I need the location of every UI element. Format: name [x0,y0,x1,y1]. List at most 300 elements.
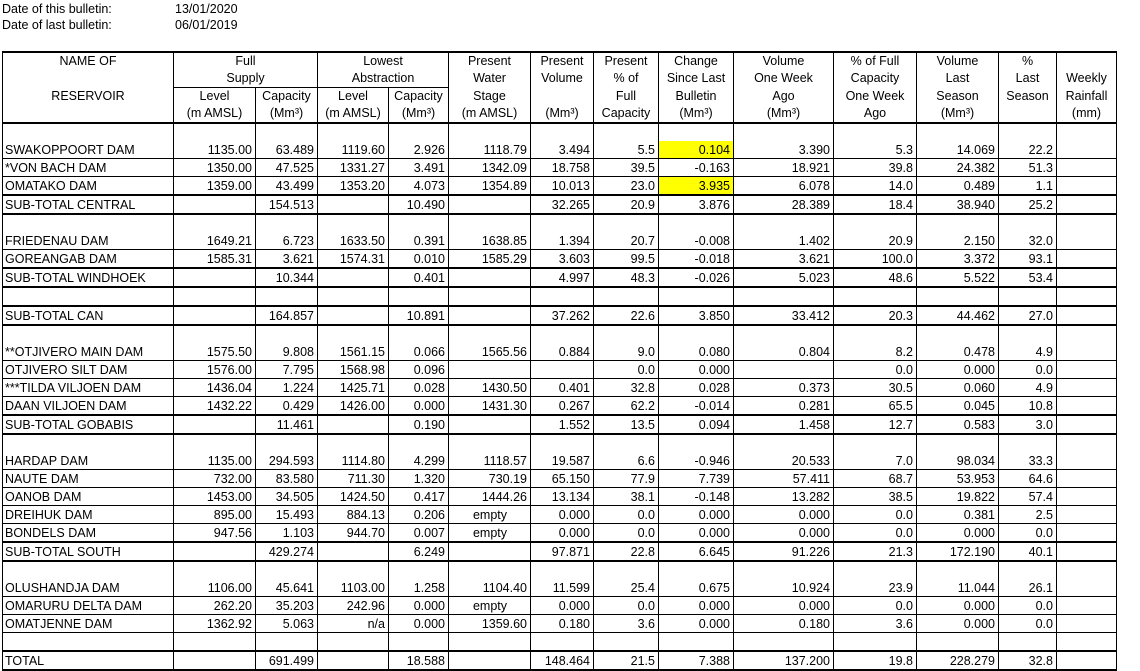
present-percent-cell: 3.6 [594,615,659,633]
spacer-cell [594,434,659,452]
lowest-capacity-cell: 0.000 [389,397,449,416]
last-bulletin-date: 06/01/2019 [175,18,238,32]
present-water-stage-cell [449,361,531,379]
reservoir-name-cell: DREIHUK DAM [3,506,174,524]
present-percent-cell: 0.0 [594,524,659,543]
present-percent-cell: 21.5 [594,651,659,670]
full-level-cell: 1436.04 [174,379,256,397]
spacer-cell [734,123,834,141]
percent-last-season-cell: 4.9 [999,379,1057,397]
present-volume-cell: 10.013 [531,177,594,196]
reservoir-name-cell: FRIEDENAU DAM [3,232,174,250]
header-pv-2: Volume [531,70,594,88]
spacer-cell [594,287,659,306]
lowest-capacity-cell: 0.096 [389,361,449,379]
reservoir-name-cell: BONDELS DAM [3,524,174,543]
full-level-cell: 1649.21 [174,232,256,250]
full-level-cell: 1576.00 [174,361,256,379]
header-pls-1: % [999,52,1057,70]
present-volume-cell: 0.000 [531,524,594,543]
weekly-rainfall-cell [1057,415,1117,434]
weekly-rainfall-cell [1057,524,1117,543]
lowest-capacity-cell: 18.588 [389,651,449,670]
weekly-rainfall-cell [1057,488,1117,506]
header-lowest-level: Level [318,88,389,106]
present-water-stage-cell: 1104.40 [449,579,531,597]
percent-week-ago-cell: 14.0 [834,177,917,196]
present-percent-cell: 38.1 [594,488,659,506]
table-row [3,470,1117,488]
volume-last-season-cell: 0.583 [917,415,999,434]
reservoir-name-cell: OMATJENNE DAM [3,615,174,633]
lowest-level-cell [318,268,389,287]
full-capacity-cell: 5.063 [256,615,318,633]
full-level-cell: 1453.00 [174,488,256,506]
spacer-cell [594,214,659,232]
percent-week-ago-cell: 68.7 [834,470,917,488]
spacer-cell [3,123,174,141]
present-water-stage-cell: 1444.26 [449,488,531,506]
percent-last-season-cell: 1.1 [999,177,1057,196]
spacer-row [3,561,1117,579]
header-lowest-2: Abstraction [318,70,449,88]
percent-last-season-cell: 0.0 [999,597,1057,615]
spacer-cell [174,287,256,306]
spacer-cell [917,561,999,579]
full-level-cell [174,268,256,287]
present-volume-cell: 0.000 [531,597,594,615]
reservoir-name-cell: SWAKOPPOORT DAM [3,141,174,159]
spacer-cell [174,561,256,579]
volume-last-season-cell: 0.000 [917,615,999,633]
volume-week-ago-cell: 33.412 [734,306,834,325]
present-percent-cell: 20.7 [594,232,659,250]
weekly-rainfall-cell [1057,343,1117,361]
lowest-level-cell: 1424.50 [318,488,389,506]
spacer-cell [389,214,449,232]
subtotal-row [3,268,1117,287]
percent-week-ago-cell: 19.8 [834,651,917,670]
weekly-rainfall-cell [1057,195,1117,214]
spacer-cell [449,287,531,306]
change-since-last-cell: 0.080 [659,343,734,361]
table-row [3,159,1117,177]
percent-week-ago-cell: 0.0 [834,361,917,379]
this-bulletin-date: 13/01/2020 [175,2,238,16]
volume-week-ago-cell: 6.078 [734,177,834,196]
spacer-cell [318,287,389,306]
volume-last-season-cell: 0.000 [917,361,999,379]
lowest-capacity-cell: 0.401 [389,268,449,287]
volume-last-season-cell: 0.000 [917,524,999,543]
percent-week-ago-cell: 20.3 [834,306,917,325]
full-capacity-cell: 3.621 [256,250,318,269]
full-level-cell [174,415,256,434]
full-level-cell: 1575.50 [174,343,256,361]
spacer-cell [1057,214,1117,232]
full-level-cell: 1585.31 [174,250,256,269]
volume-last-season-cell: 11.044 [917,579,999,597]
header-pc-3: Full [594,88,659,106]
lowest-level-cell: 1353.20 [318,177,389,196]
table-row [3,597,1117,615]
last-bulletin-row [2,17,238,33]
spacer-cell [834,325,917,343]
spacer-cell [834,434,917,452]
subtotal-row [3,542,1117,561]
table-body [3,123,1117,670]
reservoir-name-cell: HARDAP DAM [3,452,174,470]
table-row [3,506,1117,524]
present-water-stage-cell: 1354.89 [449,177,531,196]
percent-last-season-cell: 0.0 [999,524,1057,543]
header-pv-blank [531,88,594,106]
spacer-cell [389,123,449,141]
header-pls-2: Last [999,70,1057,88]
present-percent-cell: 13.5 [594,415,659,434]
table-row [3,250,1117,269]
volume-week-ago-cell: 91.226 [734,542,834,561]
change-since-last-cell: -0.008 [659,232,734,250]
volume-week-ago-cell: 13.282 [734,488,834,506]
reservoir-name-cell: TOTAL [3,651,174,670]
table-row [3,579,1117,597]
spacer-cell [659,633,734,652]
spacer-cell [174,123,256,141]
spacer-row [3,434,1117,452]
change-since-last-cell: 0.000 [659,615,734,633]
present-water-stage-cell: 1430.50 [449,379,531,397]
lowest-level-cell: 1103.00 [318,579,389,597]
full-capacity-cell: 63.489 [256,141,318,159]
full-capacity-cell: 691.499 [256,651,318,670]
full-capacity-cell: 7.795 [256,361,318,379]
lowest-level-cell [318,651,389,670]
header-ch-3: Bulletin [659,88,734,106]
present-water-stage-cell: 1118.79 [449,141,531,159]
percent-week-ago-cell: 0.0 [834,597,917,615]
full-capacity-cell: 1.103 [256,524,318,543]
volume-week-ago-cell: 28.389 [734,195,834,214]
spacer-cell [389,434,449,452]
lowest-level-cell: 1114.80 [318,452,389,470]
present-percent-cell: 20.9 [594,195,659,214]
present-percent-cell: 0.0 [594,361,659,379]
spacer-cell [449,214,531,232]
lowest-capacity-cell: 0.206 [389,506,449,524]
spacer-cell [999,287,1057,306]
spacer-cell [734,214,834,232]
percent-week-ago-cell: 38.5 [834,488,917,506]
header-full-capacity-unit: (Mm³) [256,105,318,123]
reservoir-name-cell: NAUTE DAM [3,470,174,488]
spacer-cell [3,434,174,452]
lowest-capacity-cell: 1.320 [389,470,449,488]
volume-last-season-cell: 0.000 [917,597,999,615]
reservoir-name-cell: DAAN VILJOEN DAM [3,397,174,416]
present-water-stage-cell [449,195,531,214]
spacer-cell [659,561,734,579]
table-row [3,379,1117,397]
reservoir-name-cell: OTJIVERO SILT DAM [3,361,174,379]
full-level-cell [174,542,256,561]
lowest-level-cell: 1331.27 [318,159,389,177]
reservoir-name-cell: *VON BACH DAM [3,159,174,177]
volume-week-ago-cell: 0.804 [734,343,834,361]
spacer-cell [999,214,1057,232]
volume-last-season-cell: 0.045 [917,397,999,416]
header-pws-unit: (m AMSL) [449,105,531,123]
reservoir-name-cell: SUB-TOTAL CENTRAL [3,195,174,214]
lowest-capacity-cell: 0.007 [389,524,449,543]
subtotal-row [3,651,1117,670]
full-capacity-cell: 10.344 [256,268,318,287]
lowest-capacity-cell: 0.000 [389,615,449,633]
table-row [3,343,1117,361]
volume-last-season-cell: 172.190 [917,542,999,561]
this-bulletin-label: Date of this bulletin: [2,2,112,16]
change-since-last-cell: -0.026 [659,268,734,287]
weekly-rainfall-cell [1057,506,1117,524]
volume-week-ago-cell [734,361,834,379]
header-wr-2: Rainfall [1057,88,1117,106]
lowest-capacity-cell: 10.891 [389,306,449,325]
spacer-cell [449,434,531,452]
spacer-cell [734,434,834,452]
table-header [3,52,1117,123]
percent-week-ago-cell: 65.5 [834,397,917,416]
percent-last-season-cell: 2.5 [999,506,1057,524]
percent-last-season-cell: 26.1 [999,579,1057,597]
volume-week-ago-cell: 1.402 [734,232,834,250]
reservoir-name-cell: OMATAKO DAM [3,177,174,196]
spacer-cell [594,633,659,652]
table-row [3,452,1117,470]
spacer-cell [174,434,256,452]
present-volume-cell [531,361,594,379]
percent-last-season-cell: 25.2 [999,195,1057,214]
spacer-cell [917,434,999,452]
volume-week-ago-cell: 3.390 [734,141,834,159]
spacer-row [3,287,1117,306]
header-vw-unit: (Mm³) [734,105,834,123]
present-percent-cell: 48.3 [594,268,659,287]
header-full-1: Full [174,52,318,70]
lowest-capacity-cell: 6.249 [389,542,449,561]
present-volume-cell: 37.262 [531,306,594,325]
full-level-cell [174,195,256,214]
change-since-last-cell: 0.000 [659,524,734,543]
spacer-row [3,214,1117,232]
reservoir-name-cell: **OTJIVERO MAIN DAM [3,343,174,361]
full-level-cell: 1350.00 [174,159,256,177]
weekly-rainfall-cell [1057,361,1117,379]
lowest-level-cell: 884.13 [318,506,389,524]
header-ch-2: Since Last [659,70,734,88]
percent-week-ago-cell: 100.0 [834,250,917,269]
lowest-level-cell [318,306,389,325]
spacer-cell [3,214,174,232]
lowest-level-cell: 1426.00 [318,397,389,416]
spacer-cell [449,561,531,579]
reservoir-name-cell: SUB-TOTAL CAN [3,306,174,325]
spacer-cell [256,123,318,141]
last-bulletin-label: Date of last bulletin: [2,18,112,32]
present-percent-cell: 23.0 [594,177,659,196]
percent-last-season-cell: 0.0 [999,361,1057,379]
volume-week-ago-cell: 0.000 [734,597,834,615]
lowest-capacity-cell: 0.066 [389,343,449,361]
spacer-cell [734,561,834,579]
volume-week-ago-cell: 0.180 [734,615,834,633]
spacer-cell [256,214,318,232]
present-water-stage-cell [449,651,531,670]
subtotal-row [3,195,1117,214]
reservoir-table [2,51,1117,671]
change-since-last-cell: 6.645 [659,542,734,561]
spacer-row [3,123,1117,141]
spacer-cell [999,561,1057,579]
full-capacity-cell: 6.723 [256,232,318,250]
change-since-last-cell: 7.739 [659,470,734,488]
percent-last-season-cell: 40.1 [999,542,1057,561]
header-name-1: NAME OF [3,52,174,70]
percent-last-season-cell: 4.9 [999,343,1057,361]
spacer-cell [999,123,1057,141]
change-since-last-cell: 7.388 [659,651,734,670]
header-pls-3: Season [999,88,1057,106]
percent-last-season-cell: 27.0 [999,306,1057,325]
header-pfw-2: Capacity [834,70,917,88]
full-level-cell: 1106.00 [174,579,256,597]
lowest-capacity-cell: 0.010 [389,250,449,269]
header-vls-3: Season [917,88,999,106]
volume-last-season-cell: 24.382 [917,159,999,177]
volume-week-ago-cell: 1.458 [734,415,834,434]
spacer-cell [174,325,256,343]
reservoir-name-cell: OMARURU DELTA DAM [3,597,174,615]
present-volume-cell: 148.464 [531,651,594,670]
spacer-cell [999,325,1057,343]
table-row [3,361,1117,379]
spacer-cell [531,434,594,452]
full-capacity-cell: 164.857 [256,306,318,325]
header-pfw-3: One Week [834,88,917,106]
volume-last-season-cell: 0.060 [917,379,999,397]
reservoir-name-cell: OLUSHANDJA DAM [3,579,174,597]
change-since-last-cell: -0.014 [659,397,734,416]
header-ch-unit: (Mm³) [659,105,734,123]
spacer-cell [389,325,449,343]
volume-last-season-cell: 0.381 [917,506,999,524]
full-capacity-cell: 15.493 [256,506,318,524]
percent-last-season-cell: 33.3 [999,452,1057,470]
spacer-cell [834,561,917,579]
lowest-capacity-cell: 2.926 [389,141,449,159]
present-volume-cell: 13.134 [531,488,594,506]
present-volume-cell: 3.494 [531,141,594,159]
header-pc-4: Capacity [594,105,659,123]
percent-last-season-cell: 32.8 [999,651,1057,670]
spacer-cell [1057,434,1117,452]
percent-last-season-cell: 22.2 [999,141,1057,159]
present-volume-cell: 11.599 [531,579,594,597]
header-lowest-capacity: Capacity [389,88,449,106]
table-row [3,232,1117,250]
lowest-capacity-cell: 0.190 [389,415,449,434]
volume-last-season-cell: 3.372 [917,250,999,269]
lowest-level-cell: 1119.60 [318,141,389,159]
lowest-level-cell: 1425.71 [318,379,389,397]
percent-week-ago-cell: 23.9 [834,579,917,597]
spacer-cell [659,325,734,343]
header-vls-2: Last [917,70,999,88]
header-lowest-level-unit: (m AMSL) [318,105,389,123]
percent-week-ago-cell: 5.3 [834,141,917,159]
spacer-cell [834,633,917,652]
percent-last-season-cell: 93.1 [999,250,1057,269]
spacer-cell [318,123,389,141]
volume-last-season-cell: 5.522 [917,268,999,287]
present-volume-cell: 0.884 [531,343,594,361]
volume-last-season-cell: 19.822 [917,488,999,506]
spacer-cell [659,214,734,232]
volume-last-season-cell: 38.940 [917,195,999,214]
present-percent-cell: 0.0 [594,597,659,615]
present-water-stage-cell: empty [449,524,531,543]
weekly-rainfall-cell [1057,159,1117,177]
spacer-cell [531,561,594,579]
spacer-cell [834,214,917,232]
table-row [3,141,1117,159]
weekly-rainfall-cell [1057,542,1117,561]
header-pc-1: Present [594,52,659,70]
present-percent-cell: 22.8 [594,542,659,561]
spacer-cell [449,123,531,141]
present-volume-cell: 65.150 [531,470,594,488]
volume-last-season-cell: 14.069 [917,141,999,159]
header-pws-1: Present [449,52,531,70]
change-since-last-cell: 3.935 [659,177,734,196]
weekly-rainfall-cell [1057,268,1117,287]
weekly-rainfall-cell [1057,470,1117,488]
table-row [3,177,1117,196]
volume-last-season-cell: 44.462 [917,306,999,325]
weekly-rainfall-cell [1057,651,1117,670]
spacer-cell [1057,633,1117,652]
percent-last-season-cell: 51.3 [999,159,1057,177]
present-water-stage-cell [449,306,531,325]
weekly-rainfall-cell [1057,579,1117,597]
spacer-cell [3,561,174,579]
spacer-cell [389,633,449,652]
weekly-rainfall-cell [1057,597,1117,615]
change-since-last-cell: -0.148 [659,488,734,506]
reservoir-name-cell: OANOB DAM [3,488,174,506]
spacer-cell [449,633,531,652]
present-water-stage-cell: 1565.56 [449,343,531,361]
volume-week-ago-cell: 5.023 [734,268,834,287]
change-since-last-cell: 0.000 [659,361,734,379]
volume-week-ago-cell: 18.921 [734,159,834,177]
full-capacity-cell: 35.203 [256,597,318,615]
subtotal-row [3,415,1117,434]
header-name-blank-2 [3,105,174,123]
header-wr-3: (mm) [1057,105,1117,123]
header-pws-3: Stage [449,88,531,106]
lowest-capacity-cell: 3.491 [389,159,449,177]
lowest-capacity-cell: 10.490 [389,195,449,214]
